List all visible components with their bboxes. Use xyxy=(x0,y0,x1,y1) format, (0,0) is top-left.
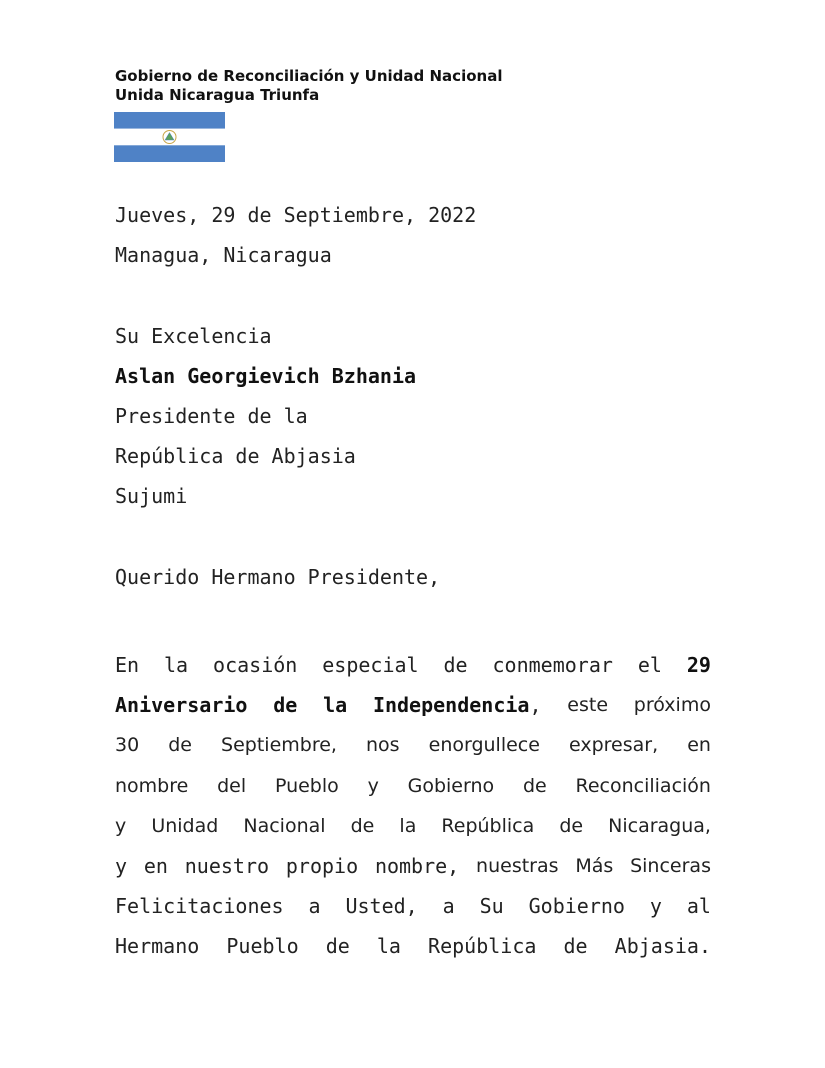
body-word: de xyxy=(325,934,350,959)
body-word: Su xyxy=(479,894,504,919)
body-word: Hermano xyxy=(115,934,200,959)
body-word: de xyxy=(443,653,468,677)
body-word: nombre, xyxy=(374,853,460,878)
recipient-city: Sujumi xyxy=(115,484,188,508)
body-word: enorgullece xyxy=(428,734,540,757)
letter-date: Jueves, 29 de Septiembre, 2022 xyxy=(115,203,477,227)
body-line xyxy=(115,886,711,926)
body-word: del xyxy=(217,774,247,797)
body-word: de xyxy=(350,814,375,837)
body-word: la xyxy=(164,653,189,677)
body-word: Nacional xyxy=(243,814,326,837)
body-word-emphasis: la xyxy=(323,693,348,718)
body-line xyxy=(115,846,711,886)
body-line xyxy=(115,766,711,806)
body-word: Gobierno xyxy=(407,774,495,797)
body-line xyxy=(115,926,711,966)
body-word: República xyxy=(428,934,537,959)
body-word: en xyxy=(143,853,168,878)
body-word: a xyxy=(442,894,455,919)
letter-body-paragraph xyxy=(115,645,711,967)
body-word: Usted, xyxy=(345,894,418,919)
body-word: Nicaragua, xyxy=(608,814,711,837)
body-word: Pueblo xyxy=(274,774,339,797)
body-word: de xyxy=(522,774,547,797)
recipient-name: Aslan Georgievich Bzhania xyxy=(115,364,417,388)
body-punctuation: , xyxy=(529,693,542,718)
body-line xyxy=(115,645,711,685)
body-word: al xyxy=(686,894,711,919)
body-word: expresar, xyxy=(569,734,659,757)
body-word: en xyxy=(687,734,711,757)
body-word: nombre xyxy=(115,774,189,797)
body-word: y xyxy=(115,814,127,837)
body-word: y xyxy=(367,774,379,797)
letter-greeting: Querido Hermano Presidente, xyxy=(115,565,441,589)
body-word: y xyxy=(649,894,662,919)
body-word: nuestras xyxy=(476,854,559,877)
body-word: conmemorar xyxy=(492,653,613,677)
body-word: Gobierno xyxy=(528,894,625,919)
body-word: ocasión xyxy=(213,653,298,677)
body-line xyxy=(115,685,711,725)
body-word-emphasis: 29 xyxy=(686,653,711,677)
body-word: de xyxy=(168,734,192,757)
body-word: y xyxy=(115,853,128,878)
body-word-emphasis: Aniversario xyxy=(115,693,248,718)
body-word: Pueblo xyxy=(226,934,299,959)
body-word: de xyxy=(563,934,588,959)
body-word: Felicitaciones xyxy=(115,894,284,919)
body-word: nuestro xyxy=(184,853,270,878)
recipient-office-line1: Presidente de la xyxy=(115,404,308,428)
body-line xyxy=(115,806,711,846)
letterhead-government-name: Gobierno de Reconciliación y Unidad Nacional xyxy=(115,67,503,85)
body-word: este xyxy=(567,694,609,717)
body-word: próximo xyxy=(633,694,711,717)
body-word: 30 xyxy=(115,734,140,757)
body-line xyxy=(115,725,711,765)
letterhead xyxy=(115,67,502,105)
body-word: la xyxy=(376,934,401,959)
recipient-office-line2: República de Abjasia xyxy=(115,444,356,468)
body-word: de xyxy=(559,814,584,837)
body-word: la xyxy=(399,814,417,837)
body-word: Unidad xyxy=(151,814,219,837)
body-word: Septiembre, xyxy=(221,734,337,757)
body-word-emphasis: de xyxy=(273,693,298,718)
body-word: especial xyxy=(322,653,419,677)
body-word: En xyxy=(115,653,140,677)
body-word: Sinceras xyxy=(630,854,711,877)
body-word: propio xyxy=(285,853,359,878)
body-word: Reconciliación xyxy=(575,774,711,797)
body-word: el xyxy=(637,653,662,677)
recipient-title: Su Excelencia xyxy=(115,324,272,348)
body-word: Más xyxy=(575,854,614,877)
body-word-emphasis: Independencia xyxy=(372,693,530,718)
body-word: nos xyxy=(366,734,400,757)
body-word: a xyxy=(308,894,321,919)
letterhead-slogan: Unida Nicaragua Triunfa xyxy=(115,86,320,104)
body-word: República xyxy=(441,814,535,837)
nicaragua-flag-icon xyxy=(114,112,225,162)
letter-place: Managua, Nicaragua xyxy=(115,243,332,267)
body-word: Abjasia. xyxy=(614,934,711,959)
